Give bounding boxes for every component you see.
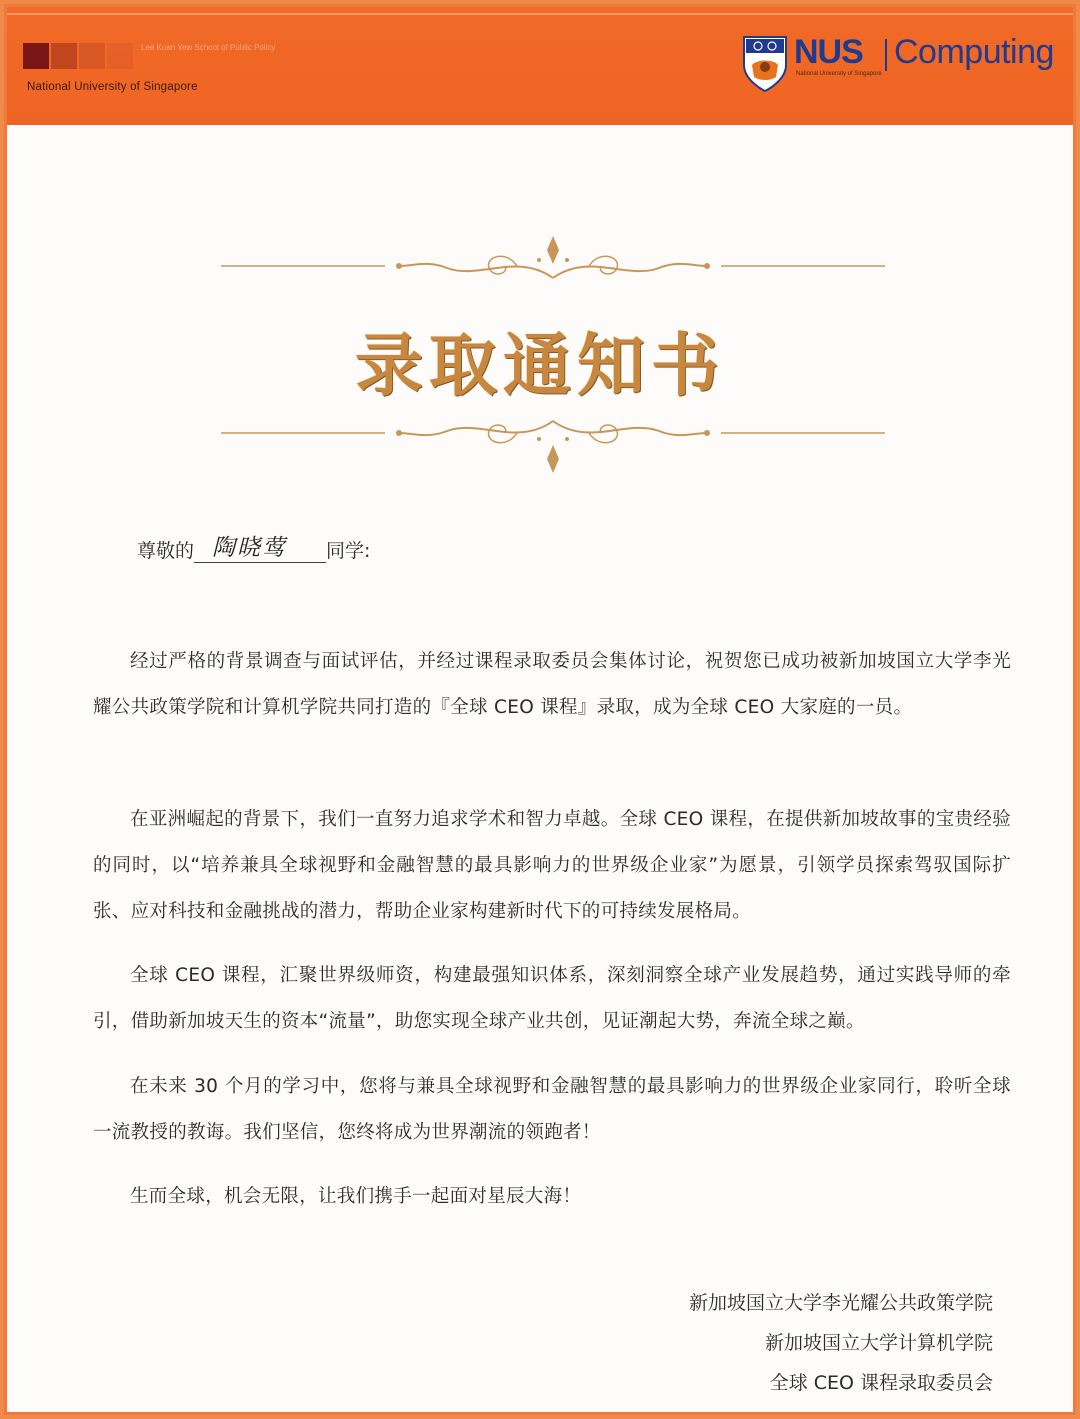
lky-school-logo	[23, 37, 353, 101]
paragraph-faculty: 全球 CEO 课程，汇聚世界级师资，构建最强知识体系，深刻洞察全球产业发展趋势，通过实践导师的牵引，借助新加坡天生的资本“流量”，助您实现全球产业共创，见证潮起大势，奔流全球之巅。	[93, 965, 1011, 1032]
lky-mark-icon	[23, 43, 133, 69]
logo-divider	[885, 39, 887, 71]
salutation-prefix: 尊敬的	[137, 540, 195, 562]
nus-computing-logo	[742, 33, 1072, 103]
admission-letter	[4, 4, 1076, 1415]
nus-department: Computing	[894, 33, 1054, 71]
lky-school-name: Lee Kuan Yew School of Public Policy	[141, 43, 276, 52]
header-top-line	[7, 13, 1073, 15]
nus-crest-icon	[742, 35, 788, 93]
salutation-suffix: 同学:	[326, 540, 371, 562]
signature-committee: 全球 CEO 课程录取委员会	[769, 1372, 993, 1394]
top-ornament-icon	[217, 232, 889, 302]
recipient-name-line	[194, 535, 326, 563]
nus-subtitle: National University of Singapore	[796, 71, 882, 77]
signature-lky-school: 新加坡国立大学李光耀公共政策学院	[688, 1292, 993, 1314]
signature-computing-school: 新加坡国立大学计算机学院	[764, 1332, 993, 1354]
nus-wordmark: NUS	[794, 33, 863, 71]
recipient-name: 陶晓莺	[212, 535, 288, 561]
letter-title: 录取通知书	[354, 326, 725, 406]
paragraph-duration: 在未来 30 个月的学习中，您将与兼具全球视野和金融智慧的最具影响力的世界级企业家同行，聆听全球一流教授的教诲。我们坚信，您终将成为世界潮流的领跑者！	[93, 1076, 1011, 1143]
paragraph-vision: 在亚洲崛起的背景下，我们一直努力追求学术和智力卓越。全球 CEO 课程，在提供新加坡故事的宝贵经验的同时，以“培养兼具全球视野和金融智慧的最具影响力的世界级企业家”为愿景，引领学员探索驾驭国际扩张、应对科技和金融挑战的潜力，帮助企业家构建新时代下的可持续发展格局。	[93, 809, 1011, 922]
header-band	[7, 7, 1073, 125]
lky-university-name: National University of Singapore	[27, 81, 198, 93]
signature-block	[689, 1283, 993, 1403]
paragraph-closing: 生而全球，机会无限，让我们携手一起面对星辰大海！	[130, 1186, 582, 1207]
bottom-ornament-icon	[217, 407, 889, 477]
salutation	[137, 535, 370, 563]
paragraph-admission: 经过严格的背景调查与面试评估，并经过课程录取委员会集体讨论，祝贺您已成功被新加坡国立大学李光耀公共政策学院和计算机学院共同打造的『全球 CEO 课程』录取，成为全球 CEO 大家庭的一员。	[93, 651, 1011, 718]
